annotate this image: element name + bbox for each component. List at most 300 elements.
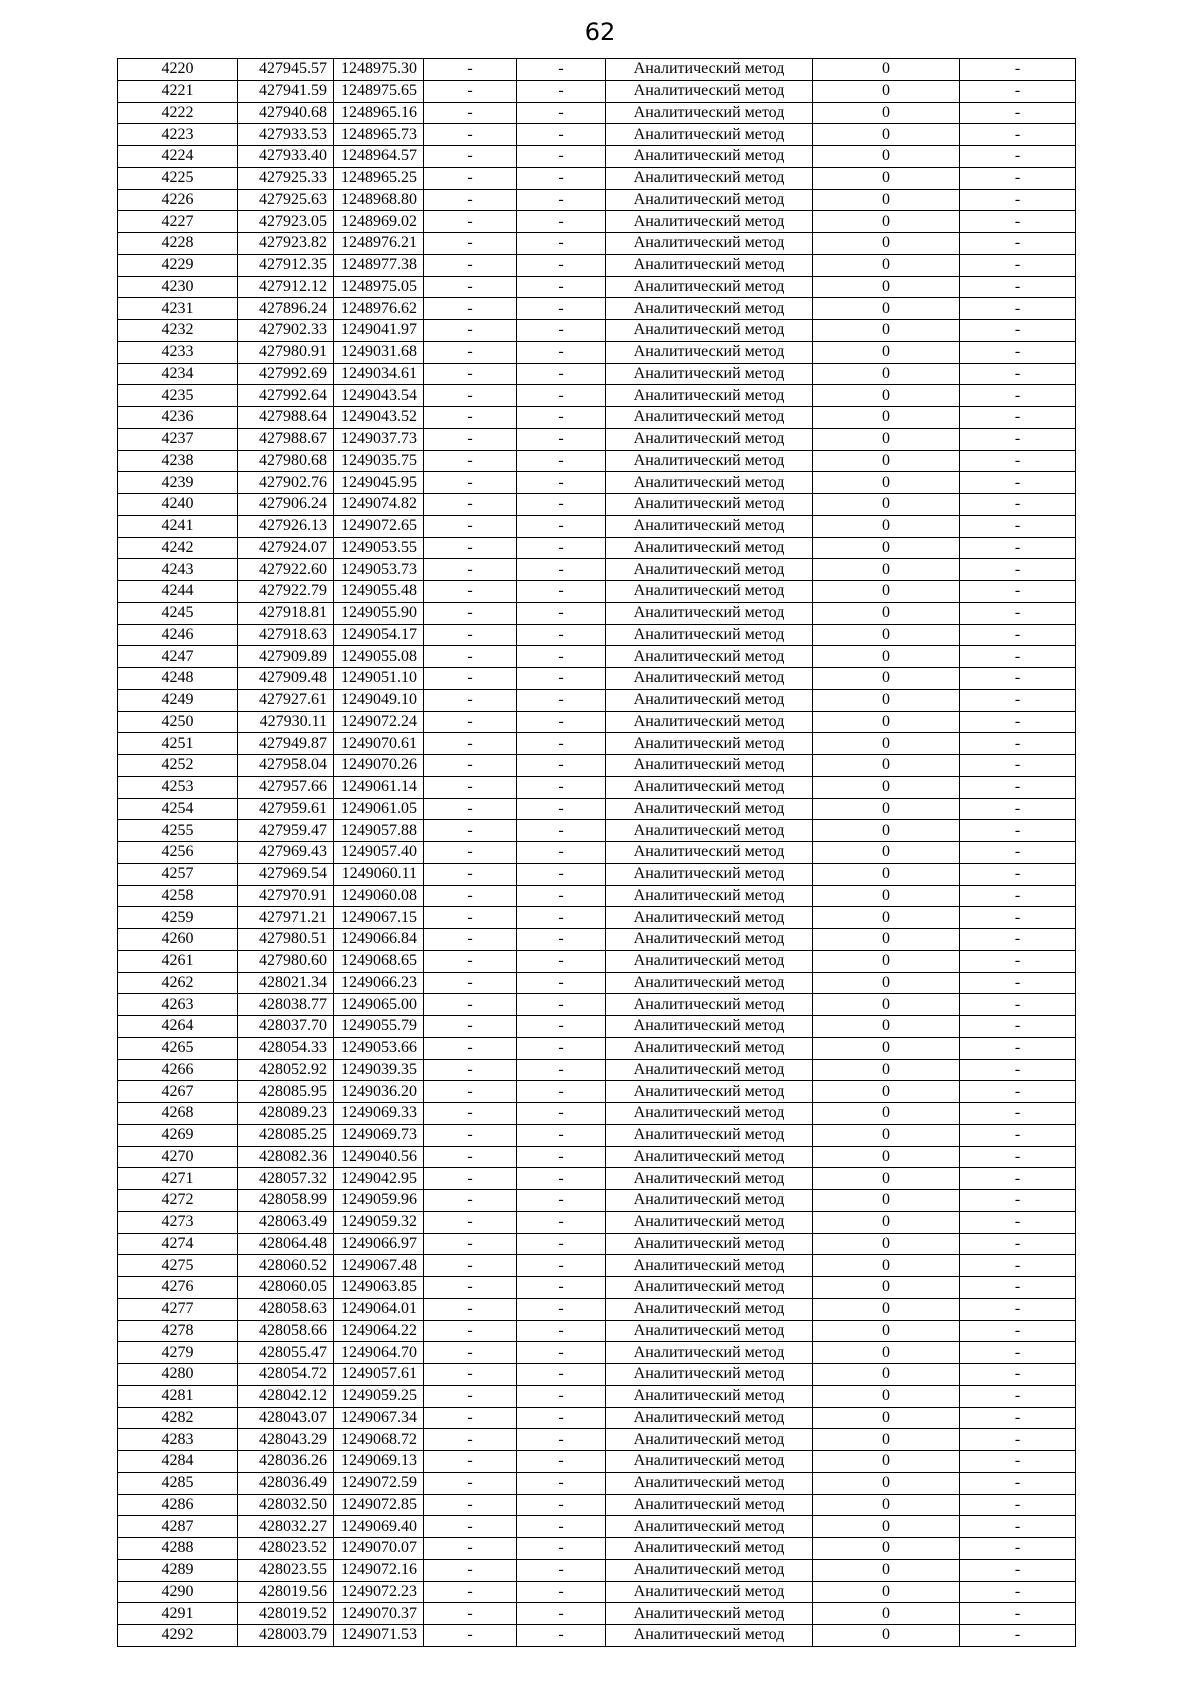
table-row (118, 776, 1076, 798)
cell-col-4: - (424, 972, 517, 994)
cell-col-5: - (517, 1538, 606, 1560)
cell-col-4: - (424, 559, 517, 581)
cell-col-8: - (960, 668, 1076, 690)
cell-method: Аналитический метод (606, 1037, 813, 1059)
cell-coord-y: 1249035.75 (334, 450, 424, 472)
table-row (118, 668, 1076, 690)
cell-col-5: - (517, 1559, 606, 1581)
cell-method: Аналитический метод (606, 1059, 813, 1081)
cell-point-number: 4275 (118, 1255, 238, 1277)
cell-error: 0 (813, 515, 960, 537)
cell-col-5: - (517, 1385, 606, 1407)
cell-coord-x: 427969.43 (238, 842, 334, 864)
table-row (118, 1211, 1076, 1233)
cell-coord-y: 1249057.61 (334, 1364, 424, 1386)
table-row (118, 1603, 1076, 1625)
cell-point-number: 4243 (118, 559, 238, 581)
cell-col-5: - (517, 363, 606, 385)
cell-col-4: - (424, 1298, 517, 1320)
table-row (118, 211, 1076, 233)
cell-error: 0 (813, 341, 960, 363)
cell-col-5: - (517, 1124, 606, 1146)
cell-col-4: - (424, 624, 517, 646)
cell-col-8: - (960, 842, 1076, 864)
cell-col-8: - (960, 1298, 1076, 1320)
cell-error: 0 (813, 1298, 960, 1320)
cell-col-5: - (517, 1211, 606, 1233)
cell-coord-y: 1249057.40 (334, 842, 424, 864)
cell-method: Аналитический метод (606, 1559, 813, 1581)
cell-coord-y: 1249069.73 (334, 1124, 424, 1146)
table-row (118, 1625, 1076, 1647)
cell-coord-y: 1249055.90 (334, 602, 424, 624)
cell-error: 0 (813, 1559, 960, 1581)
cell-error: 0 (813, 124, 960, 146)
cell-coord-x: 427988.67 (238, 428, 334, 450)
cell-col-5: - (517, 1364, 606, 1386)
cell-col-5: - (517, 407, 606, 429)
cell-method: Аналитический метод (606, 711, 813, 733)
cell-error: 0 (813, 146, 960, 168)
cell-col-5: - (517, 929, 606, 951)
cell-col-4: - (424, 1559, 517, 1581)
cell-point-number: 4274 (118, 1233, 238, 1255)
cell-coord-x: 427980.51 (238, 929, 334, 951)
cell-coord-y: 1248975.30 (334, 59, 424, 81)
table-row (118, 929, 1076, 951)
table-row (118, 298, 1076, 320)
cell-point-number: 4256 (118, 842, 238, 864)
table-row (118, 581, 1076, 603)
table-row (118, 80, 1076, 102)
cell-method: Аналитический метод (606, 80, 813, 102)
cell-error: 0 (813, 1081, 960, 1103)
table-row (118, 1407, 1076, 1429)
cell-col-5: - (517, 1277, 606, 1299)
cell-coord-y: 1249043.54 (334, 385, 424, 407)
cell-col-8: - (960, 211, 1076, 233)
cell-coord-x: 427949.87 (238, 733, 334, 755)
cell-col-4: - (424, 1494, 517, 1516)
cell-method: Аналитический метод (606, 1581, 813, 1603)
cell-coord-x: 428023.55 (238, 1559, 334, 1581)
cell-col-4: - (424, 1190, 517, 1212)
cell-col-5: - (517, 80, 606, 102)
table-row (118, 602, 1076, 624)
cell-method: Аналитический метод (606, 1320, 813, 1342)
cell-point-number: 4284 (118, 1451, 238, 1473)
cell-col-4: - (424, 929, 517, 951)
cell-col-8: - (960, 776, 1076, 798)
table-row (118, 1581, 1076, 1603)
cell-point-number: 4258 (118, 885, 238, 907)
cell-method: Аналитический метод (606, 1494, 813, 1516)
cell-col-5: - (517, 668, 606, 690)
cell-method: Аналитический метод (606, 59, 813, 81)
cell-coord-x: 427980.68 (238, 450, 334, 472)
cell-error: 0 (813, 59, 960, 81)
cell-coord-x: 428036.49 (238, 1472, 334, 1494)
cell-error: 0 (813, 1037, 960, 1059)
cell-method: Аналитический метод (606, 733, 813, 755)
cell-col-4: - (424, 146, 517, 168)
cell-col-4: - (424, 1538, 517, 1560)
cell-method: Аналитический метод (606, 341, 813, 363)
cell-error: 0 (813, 1103, 960, 1125)
cell-col-4: - (424, 646, 517, 668)
cell-coord-y: 1248969.02 (334, 211, 424, 233)
cell-col-5: - (517, 341, 606, 363)
cell-point-number: 4259 (118, 907, 238, 929)
cell-method: Аналитический метод (606, 1103, 813, 1125)
cell-error: 0 (813, 929, 960, 951)
cell-error: 0 (813, 711, 960, 733)
cell-error: 0 (813, 1603, 960, 1625)
cell-col-4: - (424, 472, 517, 494)
cell-col-5: - (517, 1081, 606, 1103)
cell-coord-x: 428054.72 (238, 1364, 334, 1386)
cell-coord-x: 427958.04 (238, 755, 334, 777)
cell-point-number: 4247 (118, 646, 238, 668)
cell-col-5: - (517, 602, 606, 624)
cell-coord-y: 1249054.17 (334, 624, 424, 646)
cell-point-number: 4289 (118, 1559, 238, 1581)
cell-coord-y: 1249069.33 (334, 1103, 424, 1125)
cell-coord-y: 1249059.96 (334, 1190, 424, 1212)
cell-method: Аналитический метод (606, 189, 813, 211)
cell-method: Аналитический метод (606, 994, 813, 1016)
table-row (118, 1298, 1076, 1320)
cell-coord-y: 1249064.01 (334, 1298, 424, 1320)
cell-col-8: - (960, 1364, 1076, 1386)
cell-point-number: 4241 (118, 515, 238, 537)
cell-error: 0 (813, 885, 960, 907)
cell-coord-x: 427969.54 (238, 863, 334, 885)
cell-col-5: - (517, 1516, 606, 1538)
cell-col-5: - (517, 211, 606, 233)
cell-error: 0 (813, 1255, 960, 1277)
cell-col-8: - (960, 1211, 1076, 1233)
cell-point-number: 4249 (118, 689, 238, 711)
cell-coord-x: 427902.76 (238, 472, 334, 494)
cell-col-4: - (424, 994, 517, 1016)
cell-col-5: - (517, 1603, 606, 1625)
cell-col-4: - (424, 80, 517, 102)
cell-col-8: - (960, 102, 1076, 124)
cell-method: Аналитический метод (606, 1472, 813, 1494)
cell-point-number: 4223 (118, 124, 238, 146)
cell-point-number: 4244 (118, 581, 238, 603)
cell-col-8: - (960, 798, 1076, 820)
cell-error: 0 (813, 298, 960, 320)
cell-point-number: 4266 (118, 1059, 238, 1081)
cell-col-4: - (424, 1429, 517, 1451)
cell-col-4: - (424, 581, 517, 603)
table-row (118, 146, 1076, 168)
cell-col-8: - (960, 581, 1076, 603)
cell-method: Аналитический метод (606, 602, 813, 624)
cell-col-8: - (960, 950, 1076, 972)
cell-col-5: - (517, 1037, 606, 1059)
cell-col-4: - (424, 341, 517, 363)
table-row (118, 1059, 1076, 1081)
cell-coord-y: 1249059.25 (334, 1385, 424, 1407)
cell-coord-x: 427957.66 (238, 776, 334, 798)
cell-coord-y: 1249039.35 (334, 1059, 424, 1081)
cell-col-8: - (960, 1168, 1076, 1190)
cell-point-number: 4246 (118, 624, 238, 646)
cell-coord-x: 427945.57 (238, 59, 334, 81)
cell-point-number: 4257 (118, 863, 238, 885)
cell-col-8: - (960, 1407, 1076, 1429)
cell-col-8: - (960, 624, 1076, 646)
cell-col-4: - (424, 124, 517, 146)
cell-col-8: - (960, 907, 1076, 929)
cell-coord-x: 428058.63 (238, 1298, 334, 1320)
cell-coord-x: 428043.07 (238, 1407, 334, 1429)
cell-coord-y: 1249069.13 (334, 1451, 424, 1473)
cell-point-number: 4283 (118, 1429, 238, 1451)
cell-coord-y: 1248965.25 (334, 167, 424, 189)
cell-col-5: - (517, 1320, 606, 1342)
cell-col-8: - (960, 929, 1076, 951)
cell-coord-x: 428042.12 (238, 1385, 334, 1407)
cell-method: Аналитический метод (606, 1168, 813, 1190)
cell-col-4: - (424, 537, 517, 559)
coordinates-table (117, 58, 1076, 1647)
cell-point-number: 4268 (118, 1103, 238, 1125)
cell-error: 0 (813, 167, 960, 189)
cell-point-number: 4251 (118, 733, 238, 755)
cell-error: 0 (813, 798, 960, 820)
cell-point-number: 4260 (118, 929, 238, 951)
cell-coord-y: 1248976.21 (334, 233, 424, 255)
cell-method: Аналитический метод (606, 755, 813, 777)
cell-point-number: 4292 (118, 1625, 238, 1647)
cell-point-number: 4224 (118, 146, 238, 168)
cell-coord-y: 1249067.34 (334, 1407, 424, 1429)
cell-coord-y: 1249074.82 (334, 494, 424, 516)
cell-col-5: - (517, 689, 606, 711)
cell-col-5: - (517, 1016, 606, 1038)
cell-col-8: - (960, 1385, 1076, 1407)
cell-point-number: 4285 (118, 1472, 238, 1494)
cell-coord-y: 1249061.05 (334, 798, 424, 820)
cell-coord-x: 427909.48 (238, 668, 334, 690)
cell-coord-y: 1249061.14 (334, 776, 424, 798)
cell-coord-y: 1249068.65 (334, 950, 424, 972)
cell-coord-x: 428055.47 (238, 1342, 334, 1364)
cell-point-number: 4245 (118, 602, 238, 624)
cell-method: Аналитический метод (606, 907, 813, 929)
table-row (118, 1472, 1076, 1494)
cell-coord-x: 427971.21 (238, 907, 334, 929)
cell-coord-x: 428057.32 (238, 1168, 334, 1190)
cell-col-5: - (517, 1233, 606, 1255)
cell-method: Аналитический метод (606, 1407, 813, 1429)
cell-coord-y: 1249041.97 (334, 320, 424, 342)
cell-point-number: 4287 (118, 1516, 238, 1538)
cell-coord-x: 427933.53 (238, 124, 334, 146)
cell-col-4: - (424, 1037, 517, 1059)
cell-point-number: 4225 (118, 167, 238, 189)
cell-coord-y: 1249040.56 (334, 1146, 424, 1168)
cell-error: 0 (813, 254, 960, 276)
cell-col-4: - (424, 102, 517, 124)
cell-method: Аналитический метод (606, 233, 813, 255)
cell-point-number: 4235 (118, 385, 238, 407)
cell-col-8: - (960, 1081, 1076, 1103)
cell-col-5: - (517, 298, 606, 320)
table-row (118, 254, 1076, 276)
cell-col-4: - (424, 1168, 517, 1190)
cell-error: 0 (813, 842, 960, 864)
cell-point-number: 4221 (118, 80, 238, 102)
cell-coord-y: 1249042.95 (334, 1168, 424, 1190)
cell-col-5: - (517, 320, 606, 342)
cell-method: Аналитический метод (606, 863, 813, 885)
cell-method: Аналитический метод (606, 1385, 813, 1407)
cell-col-5: - (517, 755, 606, 777)
cell-col-5: - (517, 798, 606, 820)
cell-coord-x: 427912.35 (238, 254, 334, 276)
cell-coord-x: 428019.52 (238, 1603, 334, 1625)
cell-method: Аналитический метод (606, 254, 813, 276)
cell-coord-x: 427933.40 (238, 146, 334, 168)
cell-col-4: - (424, 385, 517, 407)
cell-coord-y: 1248965.73 (334, 124, 424, 146)
cell-error: 0 (813, 450, 960, 472)
cell-col-8: - (960, 450, 1076, 472)
cell-col-4: - (424, 820, 517, 842)
cell-method: Аналитический метод (606, 668, 813, 690)
cell-coord-x: 428082.36 (238, 1146, 334, 1168)
cell-point-number: 4248 (118, 668, 238, 690)
cell-col-8: - (960, 298, 1076, 320)
table-row (118, 1538, 1076, 1560)
cell-error: 0 (813, 950, 960, 972)
cell-point-number: 4237 (118, 428, 238, 450)
cell-error: 0 (813, 776, 960, 798)
cell-coord-x: 427912.12 (238, 276, 334, 298)
cell-point-number: 4227 (118, 211, 238, 233)
cell-col-5: - (517, 1255, 606, 1277)
cell-error: 0 (813, 1016, 960, 1038)
cell-error: 0 (813, 755, 960, 777)
cell-point-number: 4220 (118, 59, 238, 81)
table-row (118, 755, 1076, 777)
cell-coord-x: 427918.63 (238, 624, 334, 646)
cell-method: Аналитический метод (606, 950, 813, 972)
table-row (118, 842, 1076, 864)
cell-point-number: 4230 (118, 276, 238, 298)
table-row (118, 1124, 1076, 1146)
cell-coord-x: 428037.70 (238, 1016, 334, 1038)
cell-col-5: - (517, 233, 606, 255)
cell-coord-x: 427926.13 (238, 515, 334, 537)
cell-col-8: - (960, 1472, 1076, 1494)
cell-col-5: - (517, 1059, 606, 1081)
cell-coord-x: 428038.77 (238, 994, 334, 1016)
cell-point-number: 4242 (118, 537, 238, 559)
cell-col-8: - (960, 515, 1076, 537)
cell-error: 0 (813, 428, 960, 450)
cell-error: 0 (813, 233, 960, 255)
table-row (118, 972, 1076, 994)
cell-col-5: - (517, 167, 606, 189)
table-row (118, 341, 1076, 363)
cell-col-4: - (424, 1625, 517, 1647)
cell-col-8: - (960, 820, 1076, 842)
cell-col-5: - (517, 863, 606, 885)
cell-col-5: - (517, 994, 606, 1016)
cell-coord-y: 1249072.23 (334, 1581, 424, 1603)
table-row (118, 1559, 1076, 1581)
cell-col-8: - (960, 537, 1076, 559)
cell-error: 0 (813, 1451, 960, 1473)
cell-error: 0 (813, 602, 960, 624)
cell-method: Аналитический метод (606, 1233, 813, 1255)
cell-col-4: - (424, 1233, 517, 1255)
cell-coord-y: 1248968.80 (334, 189, 424, 211)
table-row (118, 1037, 1076, 1059)
cell-col-5: - (517, 776, 606, 798)
cell-col-4: - (424, 689, 517, 711)
cell-error: 0 (813, 1385, 960, 1407)
cell-error: 0 (813, 80, 960, 102)
cell-col-4: - (424, 428, 517, 450)
cell-col-4: - (424, 515, 517, 537)
cell-coord-x: 428089.23 (238, 1103, 334, 1125)
cell-col-5: - (517, 124, 606, 146)
cell-method: Аналитический метод (606, 211, 813, 233)
cell-point-number: 4238 (118, 450, 238, 472)
cell-col-8: - (960, 1255, 1076, 1277)
cell-error: 0 (813, 668, 960, 690)
cell-coord-y: 1249070.07 (334, 1538, 424, 1560)
cell-coord-y: 1249064.70 (334, 1342, 424, 1364)
cell-col-5: - (517, 1625, 606, 1647)
cell-col-8: - (960, 1625, 1076, 1647)
table-row (118, 1233, 1076, 1255)
cell-col-5: - (517, 711, 606, 733)
cell-coord-y: 1249066.23 (334, 972, 424, 994)
cell-error: 0 (813, 1429, 960, 1451)
cell-coord-x: 427923.05 (238, 211, 334, 233)
cell-col-5: - (517, 428, 606, 450)
cell-coord-x: 428058.66 (238, 1320, 334, 1342)
cell-col-4: - (424, 254, 517, 276)
cell-coord-x: 428060.05 (238, 1277, 334, 1299)
cell-point-number: 4276 (118, 1277, 238, 1299)
table-row (118, 885, 1076, 907)
cell-error: 0 (813, 363, 960, 385)
cell-col-4: - (424, 363, 517, 385)
cell-error: 0 (813, 1233, 960, 1255)
cell-col-4: - (424, 1451, 517, 1473)
cell-error: 0 (813, 624, 960, 646)
cell-coord-y: 1249059.32 (334, 1211, 424, 1233)
table-row (118, 102, 1076, 124)
cell-method: Аналитический метод (606, 1146, 813, 1168)
cell-coord-x: 427988.64 (238, 407, 334, 429)
cell-point-number: 4281 (118, 1385, 238, 1407)
page-number: 62 (584, 18, 616, 46)
cell-method: Аналитический метод (606, 167, 813, 189)
cell-coord-y: 1249055.79 (334, 1016, 424, 1038)
table-row (118, 233, 1076, 255)
cell-col-8: - (960, 1538, 1076, 1560)
